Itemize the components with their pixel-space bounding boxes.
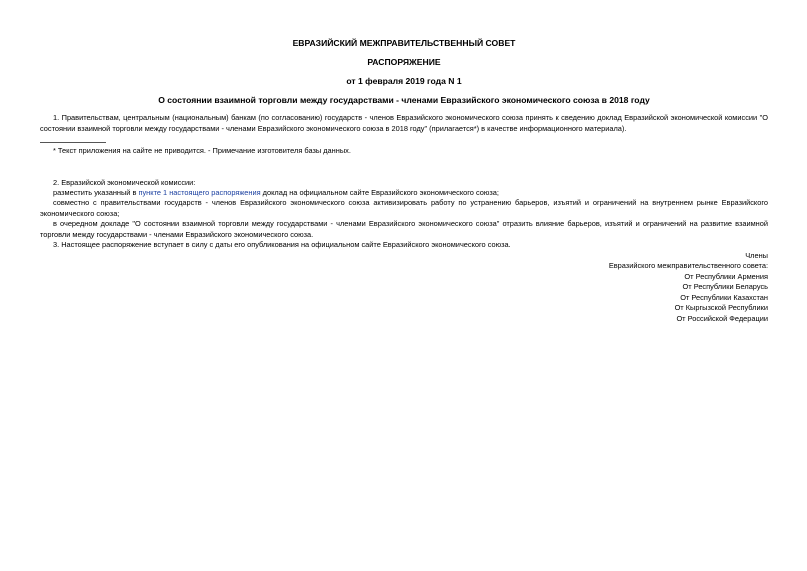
paragraph-2: 2. Евразийской экономической комиссии: <box>53 178 196 187</box>
signature-armenia: От Республики Армения <box>684 272 768 281</box>
signature-russia: От Российской Федерации <box>676 314 768 323</box>
signature-belarus: От Республики Беларусь <box>682 282 768 291</box>
paragraph-2b: совместно с правительствами государств - членов Евразийского экономического союза активизировать работу по устранению барьеров, изъятий и ограничений на внутреннем рынке Евразийского экономического союза; <box>40 198 768 218</box>
paragraph-2a <box>53 188 781 199</box>
paragraph-3: 3. Настоящее распоряжение вступает в силу с даты его опубликования на официальном сайте Евразийского экономического союза. <box>53 240 511 249</box>
signature-members: Члены <box>745 251 768 260</box>
clause-1-link[interactable]: пункте 1 настоящего распоряжения <box>138 188 261 197</box>
paragraph-2a-before: разместить указанный в <box>53 188 139 197</box>
signature-kazakhstan: От Республики Казахстан <box>680 293 768 302</box>
document-date-number: от 1 февраля 2019 года N 1 <box>346 76 462 86</box>
document-type: РАСПОРЯЖЕНИЕ <box>367 57 441 67</box>
paragraph-1: 1. Правительствам, центральным (национальным) банкам (по согласованию) государств - членов Евразийского экономического союза принять к сведению доклад Евразийской экономической комиссии "О состоянии взаимной торговли между государствами - членами Евразийского экономического союза в 2018 году" (прилагается*) в качестве информационного материала). <box>40 113 768 133</box>
footnote-divider <box>40 142 106 143</box>
signature-kyrgyzstan: От Кыргызской Республики <box>674 303 768 312</box>
council-title: ЕВРАЗИЙСКИЙ МЕЖПРАВИТЕЛЬСТВЕННЫЙ СОВЕТ <box>292 38 516 48</box>
signature-council: Евразийского межправительственного совета: <box>608 261 768 270</box>
paragraph-2c: в очередном докладе "О состоянии взаимной торговли между государствами - членами Евразийского экономического союза" отразить влияние барьеров, изъятий и ограничений на развитие взаимной торговли между государствами - членами Евразийского экономического союза. <box>40 219 768 239</box>
document-subject: О состоянии взаимной торговли между государствами - членами Евразийского экономического союза в 2018 году <box>158 95 650 105</box>
document-page <box>40 0 768 571</box>
footnote: * Текст приложения на сайте не приводится. - Примечание изготовителя базы данных. <box>53 146 351 155</box>
paragraph-2a-after: доклад на официальном сайте Евразийского экономического союза; <box>260 188 499 197</box>
